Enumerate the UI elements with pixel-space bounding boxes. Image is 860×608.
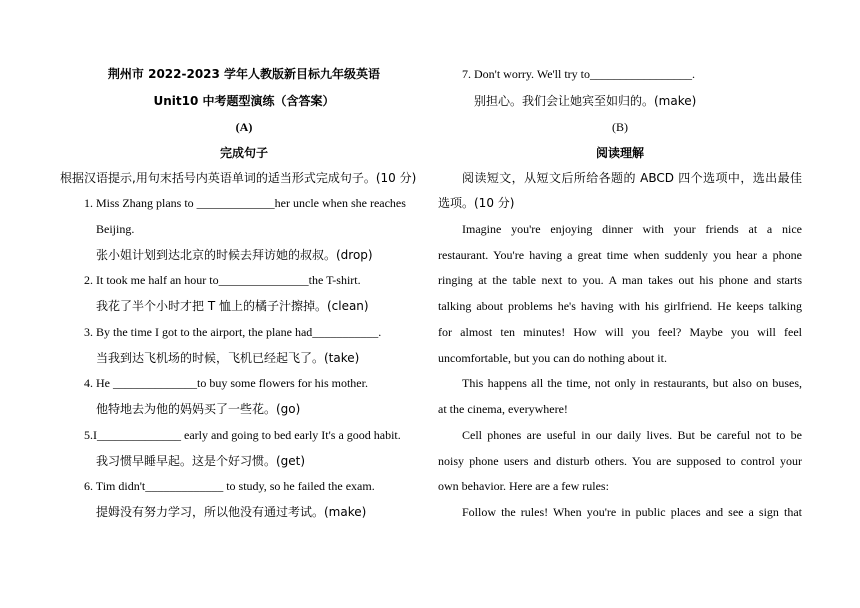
item-6-chinese: 提姆没有努力学习，所以他没有通过考试。(make)	[96, 505, 367, 519]
item-4-english: 4. He ______________to buy some flowers for his mother.	[84, 376, 368, 390]
p1-line-1: Imagine you're enjoying dinner with your friends at a nice	[462, 222, 802, 236]
p2-line-2: at the cinema, everywhere!	[438, 402, 568, 416]
p3-line-1: Cell phones are useful in our daily lives. But be careful not to be	[462, 428, 802, 442]
item-3-chinese: 当我到达飞机场的时候，飞机已经起飞了。(take)	[96, 351, 360, 365]
item-2-chinese: 我花了半个小时才把 T 恤上的橘子汁擦掉。(clean)	[96, 299, 369, 313]
item-5-english: 5.I______________ early and going to bed early It's a good habit.	[84, 428, 401, 442]
section-b-heading: 阅读理解	[595, 146, 644, 160]
item-1-chinese: 张小姐计划到达北京的时候去拜访她的叔叔。(drop)	[96, 248, 373, 262]
p4-line-1: Follow the rules! When you're in public places and see a sign that	[462, 505, 802, 519]
item-7-chinese: 别担心。我们会让她宾至如归的。(make)	[474, 94, 697, 108]
p1-line-2: restaurant. You're having a great time when suddenly you hear a phone	[438, 248, 802, 262]
p1-line-5: for almost ten minutes! How will you feel? Maybe you will feel	[438, 325, 802, 339]
item-1-english-cont: Beijing.	[96, 222, 135, 236]
section-a-instruction: 根据汉语提示,用句末括号内英语单词的适当形式完成句子。(10 分)	[60, 171, 417, 185]
p1-line-4: talking about problems he's having with his girlfriend. He keeps talking	[438, 299, 802, 313]
section-b-instruction-line-1: 阅读短文，从短文后所给各题的 ABCD 四个选项中，选出最佳	[462, 171, 802, 185]
section-b-instruction-line-2: 选项。(10 分)	[438, 196, 515, 210]
section-a-heading: 完成句子	[219, 146, 268, 160]
item-5-chinese: 我习惯早睡早起。这是个好习惯。(get)	[96, 454, 306, 468]
item-3-english: 3. By the time I got to the airport, the plane had___________.	[84, 325, 382, 339]
item-1-english: 1. Miss Zhang plans to _____________her uncle when she reaches	[84, 196, 406, 210]
p1-line-6: uncomfortable, but you can do nothing about it.	[438, 351, 667, 365]
page-title: 荆州市 2022-2023 学年人教版新目标九年级英语	[107, 67, 381, 81]
p3-line-3: own behavior. Here are a few rules:	[438, 479, 609, 493]
p2-line-1: This happens all the time, not only in restaurants, but also on buses,	[462, 376, 802, 390]
p3-line-2: noisy phone users and disturb others. You are supposed to control your	[438, 454, 802, 468]
section-b-label: (B)	[612, 120, 628, 134]
item-2-english: 2. It took me half an hour to_______________the T-shirt.	[84, 273, 361, 287]
page-subtitle: Unit10 中考题型演练（含答案）	[153, 94, 335, 108]
item-4-chinese: 他特地去为他的妈妈买了一些花。(go)	[96, 402, 301, 416]
item-6-english: 6. Tim didn't_____________ to study, so he failed the exam.	[84, 479, 375, 493]
item-7-english: 7. Don't worry. We'll try to_________________.	[462, 67, 696, 81]
p1-line-3: ringing at the table next to you. A man takes out his phone and starts	[438, 273, 802, 287]
section-a-label: (A)	[235, 120, 253, 134]
